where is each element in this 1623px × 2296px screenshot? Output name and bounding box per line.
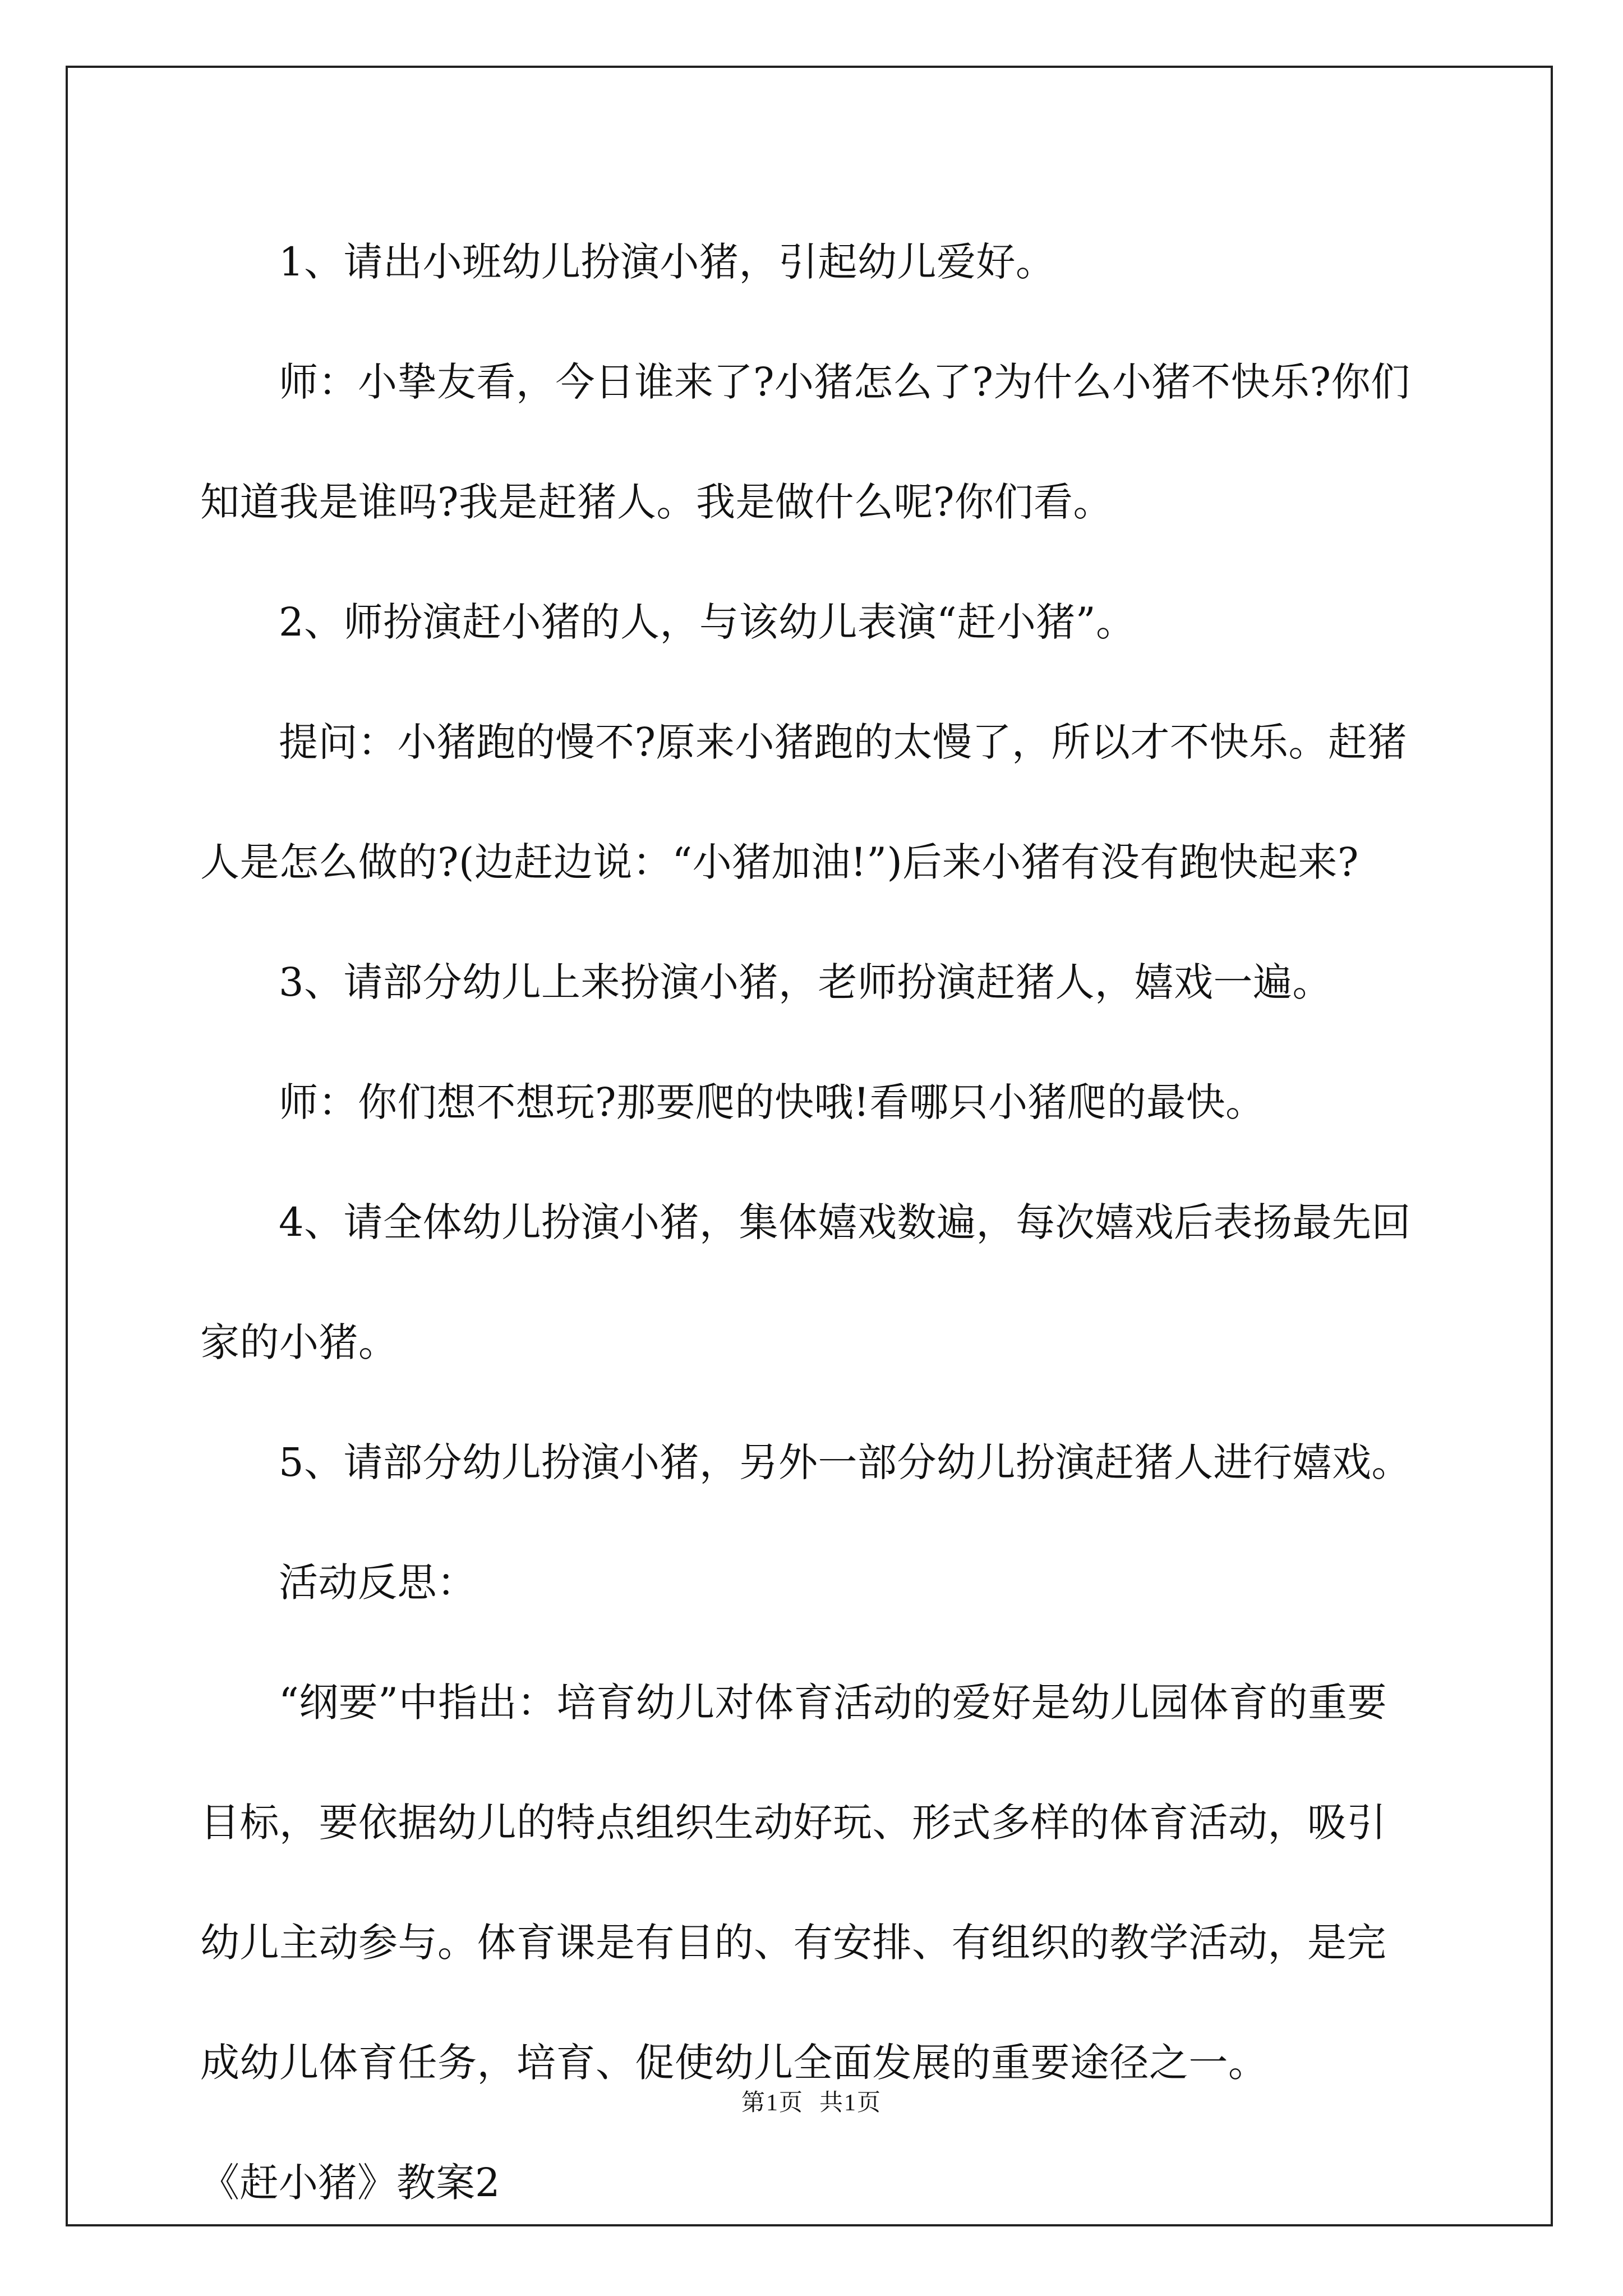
paragraph-question: 提问：小猪跑的慢不?原来小猪跑的太慢了，所以才不快乐。赶猪人是怎么做的?(边赶边说：“小猪加油!”)后来小猪有没有跑快起来? bbox=[200, 719, 1408, 885]
paragraph-teacher-play: 师：你们想不想玩?那要爬的快哦!看哪只小猪爬的最快。 bbox=[279, 1079, 1265, 1125]
page-number-total: 共1页 bbox=[819, 2090, 882, 2116]
paragraph-step-4: 4、请全体幼儿扮演小猪，集体嬉戏数遍，每次嬉戏后表扬最先回家的小猪。 bbox=[200, 1199, 1412, 1365]
paragraph-step-3: 3、请部分幼儿上来扮演小猪，老师扮演赶猪人，嬉戏一遍。 bbox=[279, 959, 1332, 1005]
document-body bbox=[200, 202, 1423, 2243]
page-number-current: 第1页 bbox=[741, 2090, 804, 2116]
paragraph-step-1: 1、请出小班幼儿扮演小猪，引起幼儿爱好。 bbox=[279, 239, 1055, 285]
paragraph-teacher-intro: 师：小挚友看，今日谁来了?小猪怎么了?为什么小猪不快乐?你们知道我是谁吗?我是赶猪人。我是做什么呢?你们看。 bbox=[200, 359, 1410, 525]
page-footer bbox=[0, 2084, 1623, 2118]
paragraph-step-5: 5、请部分幼儿扮演小猪，另外一部分幼儿扮演赶猪人进行嬉戏。 bbox=[279, 1439, 1412, 1485]
paragraph-reflection-heading: 活动反思： bbox=[279, 1559, 477, 1605]
section-title: 《赶小猪》教案2 bbox=[200, 2160, 500, 2206]
paragraph-step-2: 2、师扮演赶小猪的人，与该幼儿表演“赶小猪”。 bbox=[279, 599, 1136, 645]
paragraph-reflection: “纲要”中指出：培育幼儿对体育活动的爱好是幼儿园体育的重要目标，要依据幼儿的特点组织生动好玩、形式多样的体育活动，吸引幼儿主动参与。体育课是有目的、有安排、有组织的教学活动，是完成幼儿体育任务，培育、促使幼儿全面发展的重要途径之一。 bbox=[200, 1680, 1387, 2086]
